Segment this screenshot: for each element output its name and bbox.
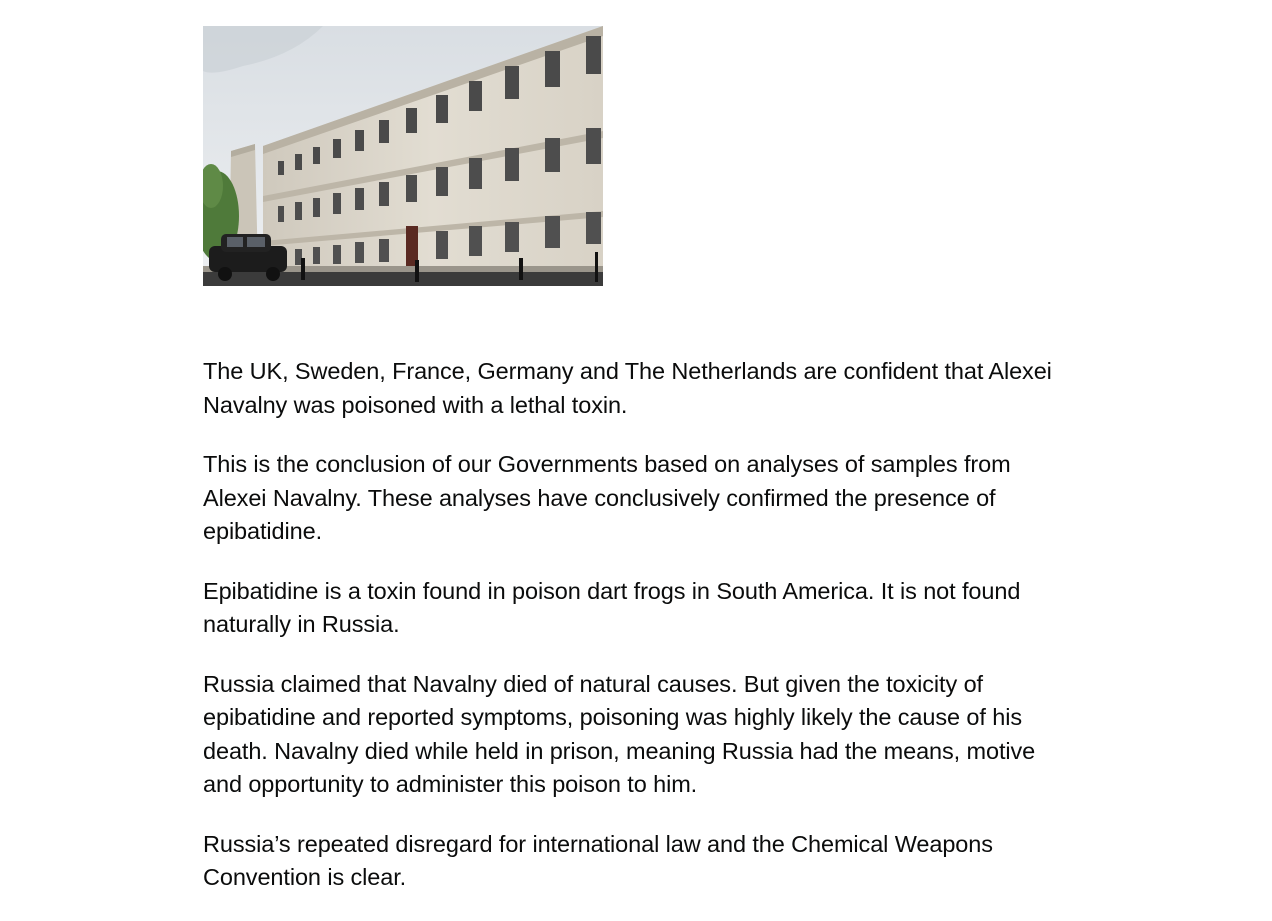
paragraph-4: Russia claimed that Navalny died of natural causes. But given the toxicity of epibatidine and reported symptoms, poisoning was highly likely the cause of his death. Navalny died while held in prison, meaning Russia had the means, motive and opportunity to administer this poison to him. — [203, 670, 1036, 797]
lead-image — [203, 26, 603, 286]
paragraph-3: Epibatidine is a toxin found in poison dart frogs in South America. It is not found naturally in Russia. — [203, 577, 1021, 637]
article-content — [203, 26, 1053, 921]
paragraph-2: This is the conclusion of our Governments based on analyses of samples from Alexei Navalny. These analyses have conclusively confirmed the presence of epibatidine. — [203, 451, 1011, 544]
paragraph-1: The UK, Sweden, France, Germany and The Netherlands are confident that Alexei Navalny was poisoned with a lethal toxin. — [203, 358, 1052, 418]
paragraph-5: Russia’s repeated disregard for international law and the Chemical Weapons Convention is clear. — [203, 830, 993, 890]
building-photo — [203, 26, 603, 286]
article-body — [203, 355, 1053, 895]
